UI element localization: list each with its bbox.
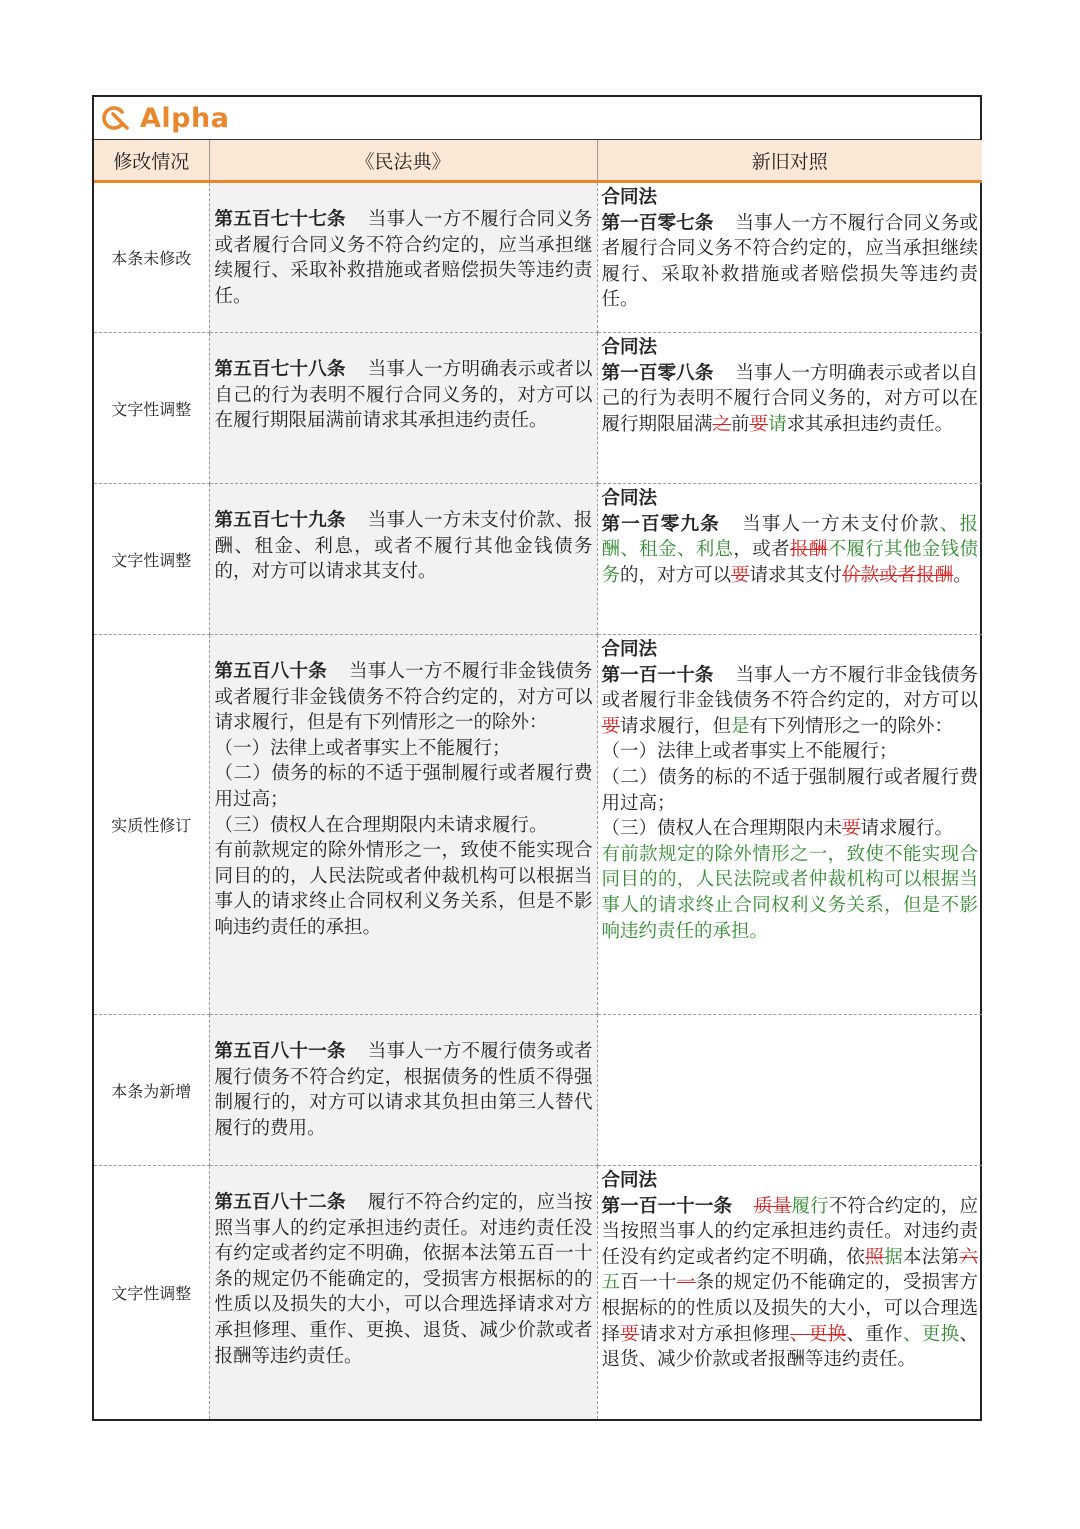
added-text: 、更换 bbox=[902, 1323, 960, 1345]
deleted-text: 、更换 bbox=[789, 1323, 847, 1345]
deleted-text: 要 bbox=[731, 564, 750, 586]
logo-text: Alpha bbox=[140, 102, 230, 134]
header-comparison: 新旧对照 bbox=[597, 140, 982, 182]
old-text: 前 bbox=[731, 413, 750, 435]
comparison-table bbox=[94, 140, 982, 1419]
article-text: 当事人一方明确表示或者以自己的行为表明不履行合同义务的，对方可以在履行期限届满前请求其承担违约责任。 bbox=[214, 359, 593, 432]
header-status: 修改情况 bbox=[94, 140, 209, 182]
deleted-text: 价款或者报酬 bbox=[842, 564, 954, 586]
old-text: 不符合约定的，应当按照当事人的约定承担违约责任。对违约责任没有约定或者约定不明确，依 bbox=[601, 1195, 978, 1268]
old-law-name: 合同法 bbox=[601, 488, 658, 509]
deleted-text: 一 bbox=[676, 1272, 696, 1294]
article-number: 第五百七十七条 bbox=[214, 209, 346, 230]
civil-code-cell bbox=[209, 1166, 597, 1419]
row-status: 本条为新增 bbox=[94, 1015, 209, 1166]
civil-code-cell bbox=[209, 182, 597, 333]
old-item bbox=[602, 816, 979, 842]
old-article-number: 第一百零九条 bbox=[601, 513, 721, 535]
old-text: 条的规定仍不能确定的，受损害方根据标的的性质以及损失的大小，可以合理选择 bbox=[601, 1272, 978, 1345]
table-row bbox=[94, 1015, 982, 1166]
old-law-cell bbox=[597, 182, 982, 333]
added-text: 五 bbox=[601, 1272, 621, 1294]
old-article-text: 当事人一方不履行合同义务或者履行合同义务不符合约定的，应当承担继续履行、采取补救措施或者赔偿损失等违约责任。 bbox=[601, 212, 978, 311]
old-text: 请求对方承担修理 bbox=[639, 1323, 790, 1345]
table-row bbox=[94, 635, 982, 1015]
article-text: 当事人一方不履行非金钱债务或者履行非金钱债务不符合约定的，对方可以请求履行，但是有下列情形之一的除外： bbox=[214, 661, 593, 734]
row-status: 文字性调整 bbox=[94, 333, 209, 484]
article-paragraph: 有前款规定的除外情形之一，致使不能实现合同目的的，人民法院或者仲裁机构可以根据当事人的请求终止合同权利义务关系，但是不影响违约责任的承担。 bbox=[214, 840, 593, 938]
logo-bar bbox=[94, 97, 980, 140]
old-law-cell bbox=[597, 635, 982, 1015]
civil-code-cell bbox=[209, 484, 597, 635]
old-article-number: 第一百一十一条 bbox=[601, 1195, 733, 1217]
old-text: 当事人一方明确表示或者以自己的行为表明不履行合同义务的，对方可以在履行期限届满 bbox=[601, 362, 978, 435]
old-law-name: 合同法 bbox=[601, 639, 658, 660]
table-row bbox=[94, 484, 982, 635]
old-law-name: 合同法 bbox=[601, 337, 658, 358]
article-item: （一）法律上或者事实上不能履行； bbox=[214, 737, 511, 759]
added-text: 、报酬、租金、利息 bbox=[601, 513, 978, 561]
old-text: 请求其支付 bbox=[749, 564, 843, 586]
comparison-sheet bbox=[92, 95, 982, 1421]
old-text: （三）债权人在合理期限内未 bbox=[601, 818, 843, 840]
article-number: 第五百八十条 bbox=[214, 661, 327, 682]
civil-code-cell bbox=[209, 333, 597, 484]
deleted-text: 要 bbox=[601, 715, 621, 737]
table-row bbox=[94, 182, 982, 333]
deleted-text: 之 bbox=[712, 413, 732, 435]
deleted-text: 要 bbox=[620, 1323, 640, 1345]
old-text: 有下列情形之一的除外： bbox=[749, 715, 954, 737]
old-text: 百一十 bbox=[620, 1272, 677, 1294]
deleted-text: 质量 bbox=[754, 1195, 792, 1217]
civil-code-cell bbox=[209, 1015, 597, 1166]
header-civil-code: 《民法典》 bbox=[209, 140, 597, 182]
deleted-text: 六 bbox=[959, 1246, 978, 1268]
article-text: 履行不符合约定的，应当按照当事人的约定承担违约责任。对违约责任没有约定或者约定不明确，依据本法第五百一十条的规定仍不能确定的，受损害方根据标的的性质以及损失的大小，可以合理选择请求对方承担修理、重作、更换、退货、减少价款或者报酬等违约责任。 bbox=[214, 1192, 593, 1367]
article-number: 第五百七十九条 bbox=[214, 510, 346, 531]
added-text: 履行 bbox=[791, 1195, 829, 1217]
added-text: 请 bbox=[768, 413, 787, 435]
old-text: 当事人一方未支付价款 bbox=[742, 513, 940, 535]
added-text: 不履行其他金钱债务 bbox=[601, 539, 978, 586]
row-status: 实质性修订 bbox=[94, 635, 209, 1015]
deleted-text: 照 bbox=[865, 1246, 885, 1268]
added-paragraph: 有前款规定的除外情形之一，致使不能实现合同目的的，人民法院或者仲裁机构可以根据当事人的请求终止合同权利义务关系，但是不影响违约责任的承担。 bbox=[601, 843, 978, 942]
old-text: ，或者 bbox=[733, 539, 790, 561]
old-law-cell-empty bbox=[597, 1015, 982, 1166]
old-text: 、重作 bbox=[846, 1323, 903, 1345]
old-law-name: 合同法 bbox=[601, 1170, 658, 1191]
table-row bbox=[94, 333, 982, 484]
old-text: 请求履行，但 bbox=[620, 715, 732, 737]
row-status: 文字性调整 bbox=[94, 484, 209, 635]
old-article-number: 第一百一十条 bbox=[601, 664, 714, 686]
old-law-cell bbox=[597, 1166, 982, 1419]
old-article-number: 第一百零七条 bbox=[601, 212, 714, 234]
old-text: 请求履行。 bbox=[860, 818, 954, 840]
article-number: 第五百八十一条 bbox=[214, 1041, 346, 1062]
old-text: 当事人一方不履行非金钱债务或者履行非金钱债务不符合约定的，对方可以 bbox=[601, 664, 978, 712]
row-status: 文字性调整 bbox=[94, 1166, 209, 1419]
article-item: （二）债务的标的不适于强制履行或者履行费用过高； bbox=[214, 763, 593, 810]
old-item: （二）债务的标的不适于强制履行或者履行费用过高； bbox=[601, 766, 978, 814]
deleted-text: 报酬 bbox=[789, 539, 828, 561]
deleted-text: 要 bbox=[842, 818, 861, 840]
article-text: 当事人一方不履行合同义务或者履行合同义务不符合约定的，应当承担继续履行、采取补救措施或者赔偿损失等违约责任。 bbox=[214, 209, 593, 307]
civil-code-cell bbox=[209, 635, 597, 1015]
added-text: 据 bbox=[884, 1246, 903, 1268]
old-text: 求其承担违约责任。 bbox=[786, 413, 954, 435]
row-status: 本条未修改 bbox=[94, 182, 209, 333]
article-text: 当事人一方不履行债务或者履行债务不符合约定，根据债务的性质不得强制履行的，对方可以请求其负担由第三人替代履行的费用。 bbox=[214, 1041, 593, 1139]
old-text: 本法第 bbox=[902, 1246, 960, 1268]
article-item: （三）债权人在合理期限内未请求履行。 bbox=[214, 814, 548, 836]
old-article-number: 第一百零八条 bbox=[601, 362, 714, 384]
article-text: 当事人一方未支付价款、报酬、租金、利息，或者不履行其他金钱债务的，对方可以请求其支付。 bbox=[214, 510, 593, 583]
old-text: 的，对方可以 bbox=[620, 564, 732, 586]
old-item: （一）法律上或者事实上不能履行； bbox=[601, 741, 898, 763]
article-number: 第五百七十八条 bbox=[214, 359, 346, 380]
old-law-cell bbox=[597, 333, 982, 484]
old-text: 、退货、减少价款或者报酬等违约责任。 bbox=[601, 1323, 978, 1371]
alpha-logo-icon bbox=[100, 103, 130, 133]
article-number: 第五百八十二条 bbox=[214, 1192, 346, 1213]
header-row bbox=[94, 140, 982, 182]
added-text: 是 bbox=[731, 715, 750, 737]
deleted-text: 要 bbox=[749, 413, 769, 435]
old-law-name: 合同法 bbox=[601, 187, 658, 208]
old-law-cell bbox=[597, 484, 982, 635]
table-row bbox=[94, 1166, 982, 1419]
old-text: 。 bbox=[953, 564, 972, 586]
